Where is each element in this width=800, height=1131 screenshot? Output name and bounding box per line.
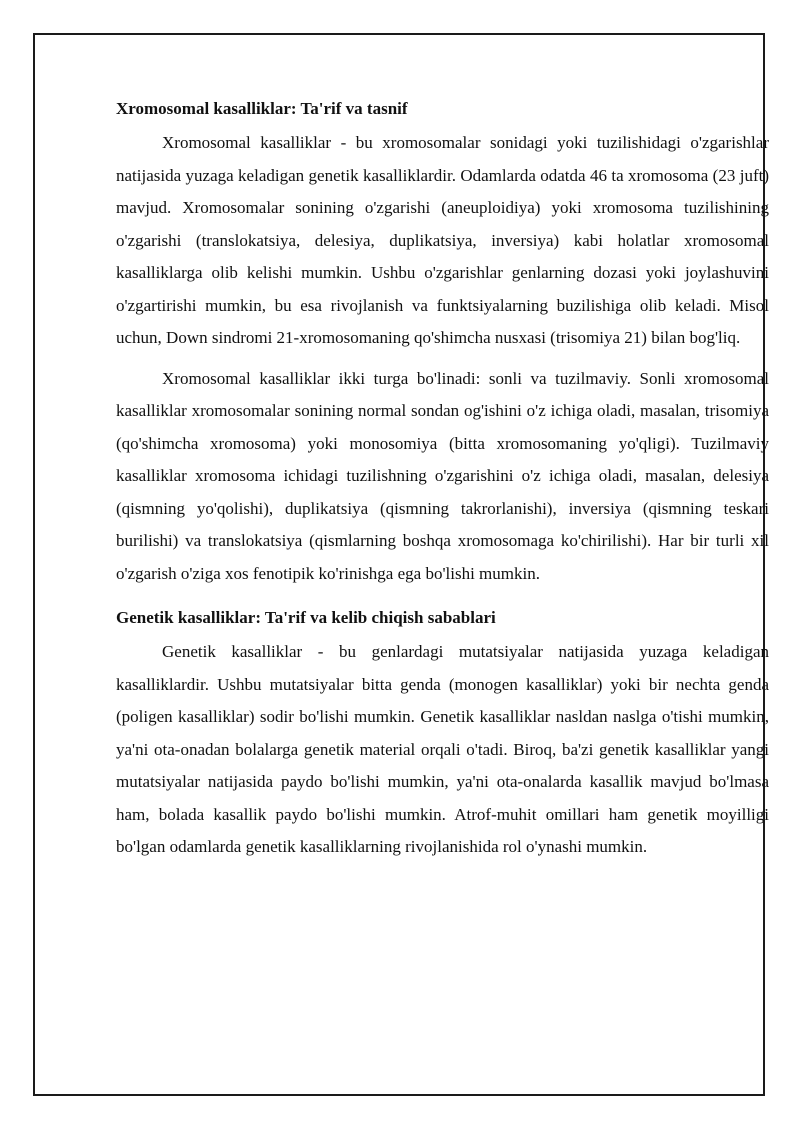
section-heading-chromosomal-diseases: Xromosomal kasalliklar: Ta'rif va tasnif [116,99,408,118]
paragraph-chromosomal-classification: Xromosomal kasalliklar ikki turga bo'linadi: sonli va tuzilmaviy. Sonli xromosomal kasalliklar xromosomalar sonining normal sondan og'ishini o'z ichiga oladi, masalan, trisomiya (qo'shimcha xromosoma) yoki monosomiya (bitta xromosomaning yo'qligi). Tuzilmaviy kasalliklar xromosoma ichidagi tuzilishning o'zgarishini o'z ichiga oladi, masalan, delesiya (qismning yo'qolishi), duplikatsiya (qismning takrorlanishi), inversiya (qismning teskari burilishi) va translokatsiya (qismlarning boshqa xromosomaga ko'chirilishi). Har bir turli xil o'zgarish o'ziga xos fenotipik ko'rinishga ega bo'lishi mumkin. [116,368,769,583]
section-heading-genetic-diseases: Genetik kasalliklar: Ta'rif va kelib chiqish sabablari [116,608,496,627]
document-body [116,93,769,872]
paragraph-chromosomal-definition: Xromosomal kasalliklar - bu xromosomalar sonidagi yoki tuzilishidagi o'zgarishlar natijasida yuzaga keladigan genetik kasalliklardir. Odamlarda odatda 46 ta xromosoma (23 juft) mavjud. Xromosomalar sonining o'zgarishi (aneuploidiya) yoki xromosoma tuzilishining o'zgarishi (translokatsiya, delesiya, duplikatsiya, inversiya) kabi holatlar xromosomal kasalliklarga olib kelishi mumkin. Ushbu o'zgarishlar genlarning dozasi yoki joylashuvini o'zgartirishi mumkin, bu esa rivojlanish va funktsiyalarning buzilishiga olib keladi. Misol uchun, Down sindromi 21-xromosomaning qo'shimcha nusxasi (trisomiya 21) bilan bog'liq. [116,133,769,347]
paragraph-genetic-definition: Genetik kasalliklar - bu genlardagi mutatsiyalar natijasida yuzaga keladigan kasalliklardir. Ushbu mutatsiyalar bitta genda (monogen kasalliklar) yoki bir nechta genda (poligen kasalliklar) sodir bo'lishi mumkin. Genetik kasalliklar nasldan naslga o'tishi mumkin, ya'ni ota-onadan bolalarga genetik material orqali o'tadi. Biroq, ba'zi genetik kasalliklar yangi mutatsiyalar natijasida paydo bo'lishi mumkin, ya'ni ota-onalarda kasallik mavjud bo'lmasa ham, bolada kasallik paydo bo'lishi mumkin. Atrof-muhit omillari ham genetik moyilligi bo'lgan odamlarda genetik kasalliklarning rivojlanishida rol o'ynashi mumkin. [116,642,769,856]
